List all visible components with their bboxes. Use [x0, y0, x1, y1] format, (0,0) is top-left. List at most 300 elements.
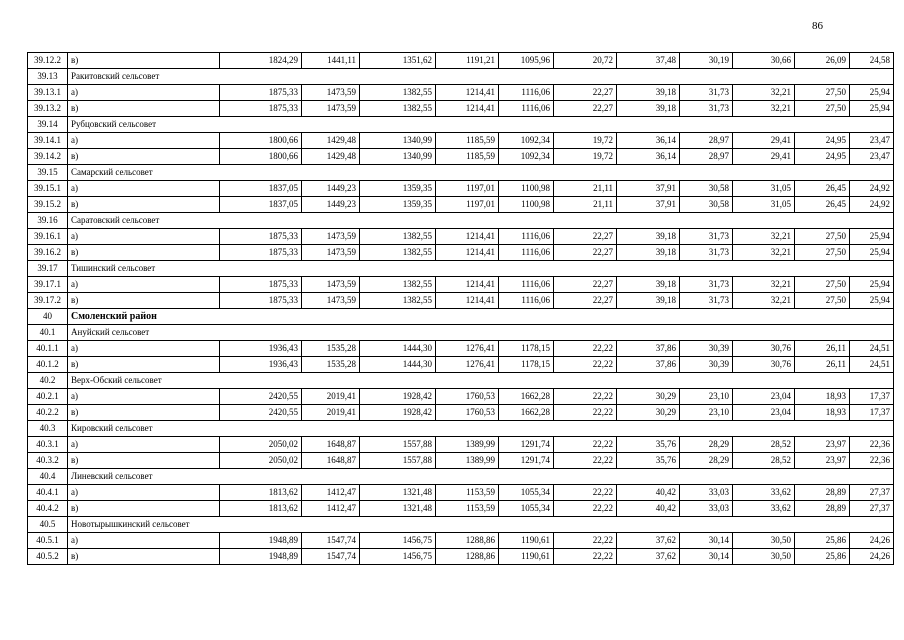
value-cell: 1382,55 [360, 229, 436, 245]
value-cell: 24,26 [850, 549, 894, 565]
value-cell: 30,39 [680, 341, 733, 357]
value-cell: 1185,59 [436, 133, 499, 149]
value-cell: 1291,74 [499, 437, 554, 453]
row-code: 39.16 [28, 213, 68, 229]
value-cell: 1100,98 [499, 197, 554, 213]
section-title: Линевский сельсовет [68, 469, 894, 485]
value-cell: 24,92 [850, 181, 894, 197]
value-cell: 1648,87 [302, 453, 360, 469]
value-cell: 25,94 [850, 277, 894, 293]
value-cell: 31,73 [680, 85, 733, 101]
value-cell: 1473,59 [302, 245, 360, 261]
value-cell: 1473,59 [302, 293, 360, 309]
table-row [28, 357, 894, 373]
row-code: 40.5.2 [28, 549, 68, 565]
value-cell: 26,45 [795, 197, 850, 213]
table-row [28, 437, 894, 453]
value-cell: 1760,53 [436, 405, 499, 421]
value-cell: 1662,28 [499, 405, 554, 421]
value-cell: 1875,33 [220, 277, 302, 293]
value-cell: 1359,35 [360, 181, 436, 197]
district-header-row [28, 309, 894, 325]
row-subitem: в) [68, 149, 220, 165]
value-cell: 1153,59 [436, 485, 499, 501]
value-cell: 2019,41 [302, 405, 360, 421]
value-cell: 18,93 [795, 405, 850, 421]
value-cell: 1191,21 [436, 53, 499, 69]
value-cell: 24,58 [850, 53, 894, 69]
table-row [28, 277, 894, 293]
value-cell: 1116,06 [499, 85, 554, 101]
value-cell: 1837,05 [220, 181, 302, 197]
value-cell: 35,76 [617, 437, 680, 453]
value-cell: 1351,62 [360, 53, 436, 69]
row-code: 40.3.2 [28, 453, 68, 469]
value-cell: 30,14 [680, 549, 733, 565]
value-cell: 27,50 [795, 277, 850, 293]
value-cell: 22,22 [554, 549, 617, 565]
table-row [28, 389, 894, 405]
value-cell: 1837,05 [220, 197, 302, 213]
value-cell: 37,62 [617, 549, 680, 565]
row-code: 39.16.2 [28, 245, 68, 261]
table-row [28, 181, 894, 197]
value-cell: 1389,99 [436, 453, 499, 469]
row-code: 40.3.1 [28, 437, 68, 453]
value-cell: 1875,33 [220, 229, 302, 245]
table-row [28, 485, 894, 501]
district-title: Смоленский район [68, 309, 894, 325]
value-cell: 1441,11 [302, 53, 360, 69]
table-row [28, 245, 894, 261]
value-cell: 31,73 [680, 277, 733, 293]
value-cell: 27,50 [795, 245, 850, 261]
value-cell: 1875,33 [220, 245, 302, 261]
row-code: 40.1.1 [28, 341, 68, 357]
value-cell: 30,58 [680, 197, 733, 213]
table-row [28, 293, 894, 309]
value-cell: 24,95 [795, 149, 850, 165]
value-cell: 25,94 [850, 293, 894, 309]
value-cell: 30,29 [617, 405, 680, 421]
value-cell: 1276,41 [436, 341, 499, 357]
value-cell: 39,18 [617, 85, 680, 101]
value-cell: 23,04 [733, 405, 795, 421]
value-cell: 2050,02 [220, 453, 302, 469]
value-cell: 1429,48 [302, 133, 360, 149]
value-cell: 1875,33 [220, 293, 302, 309]
value-cell: 40,42 [617, 485, 680, 501]
tariff-table [27, 52, 894, 565]
value-cell: 1288,86 [436, 549, 499, 565]
value-cell: 30,58 [680, 181, 733, 197]
value-cell: 30,50 [733, 549, 795, 565]
value-cell: 1276,41 [436, 357, 499, 373]
row-subitem: в) [68, 293, 220, 309]
section-title: Рубцовский сельсовет [68, 117, 894, 133]
value-cell: 1535,28 [302, 341, 360, 357]
value-cell: 39,18 [617, 277, 680, 293]
value-cell: 1824,29 [220, 53, 302, 69]
value-cell: 1456,75 [360, 549, 436, 565]
value-cell: 36,14 [617, 149, 680, 165]
row-subitem: а) [68, 277, 220, 293]
section-header-row [28, 165, 894, 181]
value-cell: 1429,48 [302, 149, 360, 165]
value-cell: 1875,33 [220, 85, 302, 101]
value-cell: 22,22 [554, 405, 617, 421]
value-cell: 27,50 [795, 229, 850, 245]
value-cell: 1340,99 [360, 133, 436, 149]
value-cell: 1662,28 [499, 389, 554, 405]
value-cell: 1382,55 [360, 101, 436, 117]
value-cell: 25,94 [850, 229, 894, 245]
value-cell: 31,73 [680, 229, 733, 245]
value-cell: 31,05 [733, 197, 795, 213]
value-cell: 18,93 [795, 389, 850, 405]
value-cell: 28,52 [733, 453, 795, 469]
value-cell: 22,36 [850, 453, 894, 469]
value-cell: 28,89 [795, 501, 850, 517]
value-cell: 1092,34 [499, 133, 554, 149]
section-title: Саратовский сельсовет [68, 213, 894, 229]
value-cell: 1116,06 [499, 229, 554, 245]
value-cell: 2050,02 [220, 437, 302, 453]
row-code: 40.4.1 [28, 485, 68, 501]
value-cell: 1382,55 [360, 245, 436, 261]
value-cell: 1178,15 [499, 341, 554, 357]
value-cell: 32,21 [733, 277, 795, 293]
value-cell: 1449,23 [302, 181, 360, 197]
row-code: 40.2.1 [28, 389, 68, 405]
value-cell: 39,18 [617, 229, 680, 245]
value-cell: 24,95 [795, 133, 850, 149]
value-cell: 1936,43 [220, 341, 302, 357]
value-cell: 1948,89 [220, 549, 302, 565]
value-cell: 1092,34 [499, 149, 554, 165]
row-code: 39.13.2 [28, 101, 68, 117]
table-row [28, 101, 894, 117]
row-subitem: а) [68, 341, 220, 357]
value-cell: 1214,41 [436, 277, 499, 293]
value-cell: 30,19 [680, 53, 733, 69]
value-cell: 20,72 [554, 53, 617, 69]
value-cell: 22,27 [554, 229, 617, 245]
row-code: 40.1 [28, 325, 68, 341]
value-cell: 1412,47 [302, 501, 360, 517]
row-code: 40.1.2 [28, 357, 68, 373]
section-title: Самарский сельсовет [68, 165, 894, 181]
value-cell: 22,27 [554, 293, 617, 309]
value-cell: 1547,74 [302, 533, 360, 549]
value-cell: 25,94 [850, 101, 894, 117]
table-row [28, 549, 894, 565]
row-subitem: в) [68, 453, 220, 469]
value-cell: 27,37 [850, 485, 894, 501]
value-cell: 22,27 [554, 245, 617, 261]
value-cell: 32,21 [733, 85, 795, 101]
value-cell: 19,72 [554, 149, 617, 165]
value-cell: 1291,74 [499, 453, 554, 469]
table-row [28, 453, 894, 469]
value-cell: 1456,75 [360, 533, 436, 549]
value-cell: 26,45 [795, 181, 850, 197]
section-title: Кировский сельсовет [68, 421, 894, 437]
value-cell: 23,04 [733, 389, 795, 405]
value-cell: 27,37 [850, 501, 894, 517]
section-header-row [28, 517, 894, 533]
value-cell: 1321,48 [360, 501, 436, 517]
value-cell: 1055,34 [499, 485, 554, 501]
value-cell: 1116,06 [499, 245, 554, 261]
value-cell: 1382,55 [360, 277, 436, 293]
value-cell: 24,92 [850, 197, 894, 213]
value-cell: 1197,01 [436, 197, 499, 213]
row-code: 39.15.2 [28, 197, 68, 213]
value-cell: 17,37 [850, 389, 894, 405]
value-cell: 1648,87 [302, 437, 360, 453]
value-cell: 1535,28 [302, 357, 360, 373]
value-cell: 1557,88 [360, 437, 436, 453]
table-row [28, 197, 894, 213]
value-cell: 19,72 [554, 133, 617, 149]
value-cell: 23,97 [795, 453, 850, 469]
row-code: 39.13 [28, 69, 68, 85]
value-cell: 33,62 [733, 485, 795, 501]
value-cell: 26,11 [795, 357, 850, 373]
value-cell: 22,22 [554, 453, 617, 469]
value-cell: 1813,62 [220, 501, 302, 517]
value-cell: 1389,99 [436, 437, 499, 453]
value-cell: 21,11 [554, 181, 617, 197]
value-cell: 22,36 [850, 437, 894, 453]
value-cell: 1760,53 [436, 389, 499, 405]
row-code: 39.13.1 [28, 85, 68, 101]
value-cell: 33,03 [680, 485, 733, 501]
value-cell: 26,11 [795, 341, 850, 357]
value-cell: 1473,59 [302, 85, 360, 101]
value-cell: 28,97 [680, 149, 733, 165]
row-subitem: в) [68, 245, 220, 261]
section-title: Новотырышкинский сельсовет [68, 517, 894, 533]
table-row [28, 149, 894, 165]
row-subitem: а) [68, 437, 220, 453]
section-title: Ануйский сельсовет [68, 325, 894, 341]
value-cell: 1412,47 [302, 485, 360, 501]
value-cell: 1928,42 [360, 405, 436, 421]
table-row [28, 133, 894, 149]
table-row [28, 405, 894, 421]
row-subitem: в) [68, 101, 220, 117]
value-cell: 1340,99 [360, 149, 436, 165]
row-code: 40.4.2 [28, 501, 68, 517]
value-cell: 1055,34 [499, 501, 554, 517]
value-cell: 1359,35 [360, 197, 436, 213]
value-cell: 27,50 [795, 101, 850, 117]
section-title: Тишинский сельсовет [68, 261, 894, 277]
row-code: 40.3 [28, 421, 68, 437]
value-cell: 30,29 [617, 389, 680, 405]
value-cell: 22,22 [554, 357, 617, 373]
value-cell: 1449,23 [302, 197, 360, 213]
section-header-row [28, 261, 894, 277]
row-code: 39.15.1 [28, 181, 68, 197]
value-cell: 37,91 [617, 197, 680, 213]
value-cell: 1473,59 [302, 277, 360, 293]
value-cell: 37,91 [617, 181, 680, 197]
value-cell: 33,62 [733, 501, 795, 517]
row-subitem: а) [68, 181, 220, 197]
value-cell: 25,86 [795, 533, 850, 549]
row-code: 40.2 [28, 373, 68, 389]
value-cell: 29,41 [733, 149, 795, 165]
value-cell: 1473,59 [302, 229, 360, 245]
section-header-row [28, 117, 894, 133]
section-header-row [28, 373, 894, 389]
value-cell: 32,21 [733, 229, 795, 245]
value-cell: 22,27 [554, 101, 617, 117]
value-cell: 31,05 [733, 181, 795, 197]
row-code: 39.14 [28, 117, 68, 133]
row-code: 40.2.2 [28, 405, 68, 421]
value-cell: 31,73 [680, 245, 733, 261]
value-cell: 37,86 [617, 357, 680, 373]
value-cell: 24,51 [850, 341, 894, 357]
value-cell: 1153,59 [436, 501, 499, 517]
value-cell: 33,03 [680, 501, 733, 517]
row-subitem: а) [68, 85, 220, 101]
value-cell: 40,42 [617, 501, 680, 517]
value-cell: 1928,42 [360, 389, 436, 405]
value-cell: 22,22 [554, 533, 617, 549]
value-cell: 22,22 [554, 485, 617, 501]
value-cell: 21,11 [554, 197, 617, 213]
value-cell: 2420,55 [220, 405, 302, 421]
value-cell: 31,73 [680, 101, 733, 117]
value-cell: 22,22 [554, 437, 617, 453]
value-cell: 23,10 [680, 389, 733, 405]
value-cell: 28,29 [680, 437, 733, 453]
section-header-row [28, 69, 894, 85]
section-header-row [28, 213, 894, 229]
row-code: 39.14.1 [28, 133, 68, 149]
value-cell: 17,37 [850, 405, 894, 421]
value-cell: 27,50 [795, 293, 850, 309]
value-cell: 29,41 [733, 133, 795, 149]
value-cell: 28,89 [795, 485, 850, 501]
value-cell: 27,50 [795, 85, 850, 101]
value-cell: 30,14 [680, 533, 733, 549]
table-row [28, 501, 894, 517]
value-cell: 30,39 [680, 357, 733, 373]
row-subitem: в) [68, 197, 220, 213]
row-code: 39.15 [28, 165, 68, 181]
value-cell: 24,26 [850, 533, 894, 549]
value-cell: 36,14 [617, 133, 680, 149]
value-cell: 25,94 [850, 85, 894, 101]
row-code: 39.17.2 [28, 293, 68, 309]
value-cell: 1190,61 [499, 549, 554, 565]
row-subitem: в) [68, 53, 220, 69]
row-code: 39.12.2 [28, 53, 68, 69]
row-code: 39.14.2 [28, 149, 68, 165]
value-cell: 1095,96 [499, 53, 554, 69]
value-cell: 37,62 [617, 533, 680, 549]
value-cell: 37,86 [617, 341, 680, 357]
value-cell: 32,21 [733, 101, 795, 117]
value-cell: 22,22 [554, 501, 617, 517]
value-cell: 22,27 [554, 277, 617, 293]
row-subitem: а) [68, 389, 220, 405]
row-code: 39.17.1 [28, 277, 68, 293]
value-cell: 1473,59 [302, 101, 360, 117]
value-cell: 1116,06 [499, 293, 554, 309]
value-cell: 28,29 [680, 453, 733, 469]
row-code: 40.5.1 [28, 533, 68, 549]
section-header-row [28, 421, 894, 437]
value-cell: 1288,86 [436, 533, 499, 549]
value-cell: 28,97 [680, 133, 733, 149]
value-cell: 1197,01 [436, 181, 499, 197]
row-subitem: а) [68, 533, 220, 549]
table-body [28, 53, 894, 565]
value-cell: 23,10 [680, 405, 733, 421]
value-cell: 39,18 [617, 245, 680, 261]
row-subitem: в) [68, 357, 220, 373]
value-cell: 30,66 [733, 53, 795, 69]
value-cell: 1800,66 [220, 133, 302, 149]
value-cell: 25,86 [795, 549, 850, 565]
table-row [28, 85, 894, 101]
row-subitem: а) [68, 485, 220, 501]
row-subitem: в) [68, 501, 220, 517]
value-cell: 24,51 [850, 357, 894, 373]
value-cell: 1214,41 [436, 85, 499, 101]
value-cell: 1557,88 [360, 453, 436, 469]
value-cell: 1214,41 [436, 293, 499, 309]
row-subitem: в) [68, 549, 220, 565]
value-cell: 22,22 [554, 389, 617, 405]
value-cell: 1382,55 [360, 293, 436, 309]
section-title: Ракитовский сельсовет [68, 69, 894, 85]
section-header-row [28, 469, 894, 485]
value-cell: 1178,15 [499, 357, 554, 373]
row-code: 39.17 [28, 261, 68, 277]
value-cell: 1214,41 [436, 101, 499, 117]
value-cell: 1444,30 [360, 341, 436, 357]
row-subitem: а) [68, 133, 220, 149]
value-cell: 2420,55 [220, 389, 302, 405]
value-cell: 35,76 [617, 453, 680, 469]
value-cell: 23,47 [850, 133, 894, 149]
page-number: 86 [812, 20, 823, 32]
value-cell: 22,27 [554, 85, 617, 101]
value-cell: 1875,33 [220, 101, 302, 117]
row-code: 40.5 [28, 517, 68, 533]
value-cell: 1190,61 [499, 533, 554, 549]
table-row [28, 533, 894, 549]
row-code: 40.4 [28, 469, 68, 485]
value-cell: 1813,62 [220, 485, 302, 501]
value-cell: 1116,06 [499, 277, 554, 293]
row-subitem: в) [68, 405, 220, 421]
value-cell: 1382,55 [360, 85, 436, 101]
value-cell: 22,22 [554, 341, 617, 357]
table-row [28, 229, 894, 245]
value-cell: 1185,59 [436, 149, 499, 165]
row-code: 39.16.1 [28, 229, 68, 245]
value-cell: 1116,06 [499, 101, 554, 117]
